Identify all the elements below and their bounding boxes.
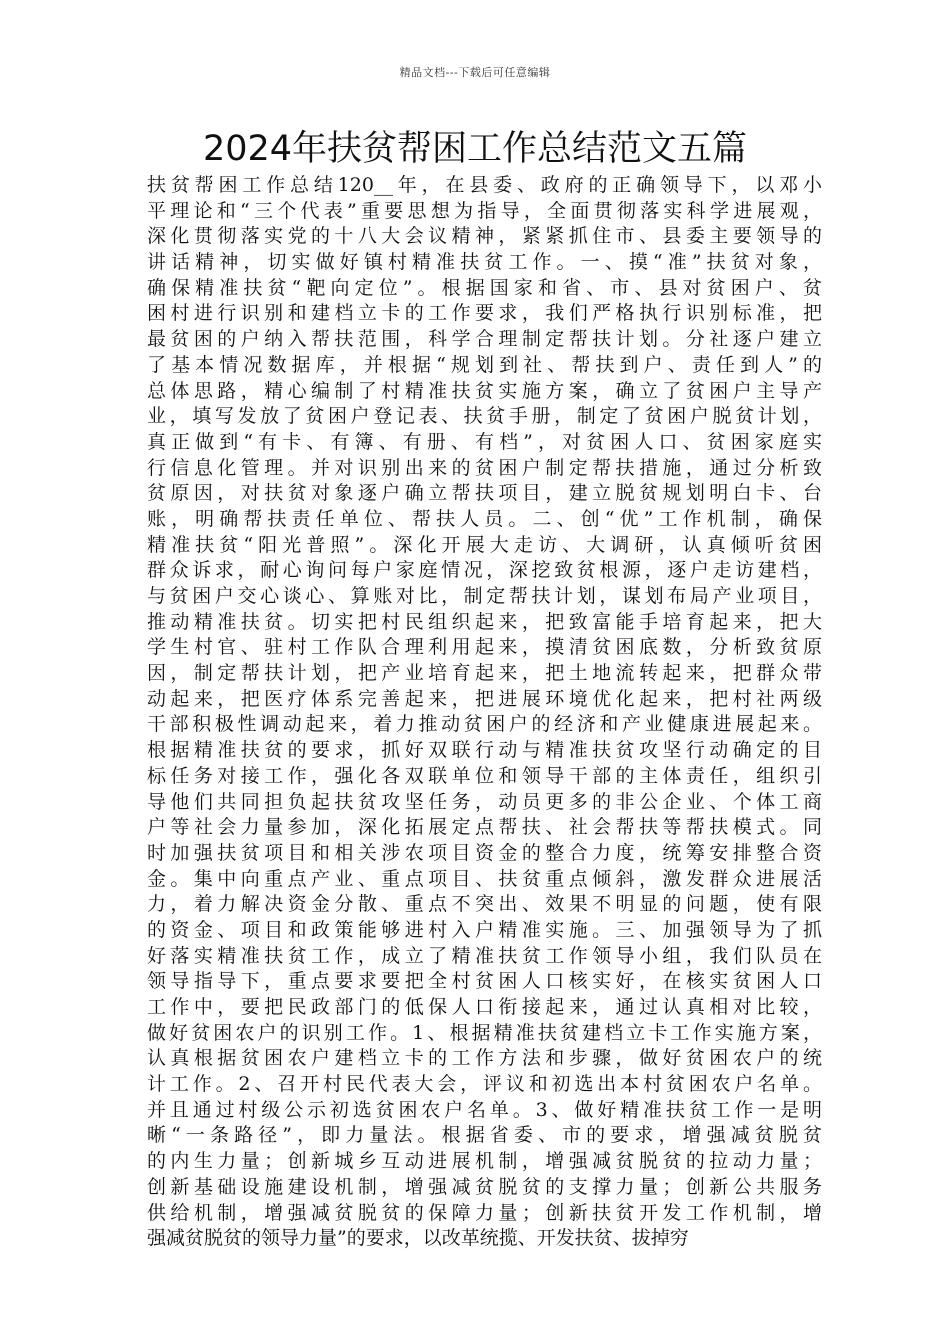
body-text-line: 业，填写发放了贫困户登记表、扶贫手册，制定了贫困户脱贫计划， [147,405,822,428]
body-text-line: 创新基础设施建设机制，增强减贫脱贫的支撑力量；创新公共服务 [147,1175,822,1198]
body-text-line: 供给机制，增强减贫脱贫的保障力量；创新扶贫开发工作机制，增 [147,1201,822,1224]
body-text-line: 学生村官、驻村工作队合理利用起来，摸清贫困底数，分析致贫原 [147,636,822,659]
body-text-line: 计工作。2、召开村民代表大会，评议和初选出本村贫困农户名单。 [147,1073,822,1096]
body-text-line: 根据精准扶贫的要求，抓好双联行动与精准扶贫攻坚行动确定的目 [147,739,822,762]
body-text-line: 并且通过村级公示初选贫困农户名单。3、做好精准扶贫工作一是明 [147,1098,822,1121]
body-text-line: 动起来，把医疗体系完善起来，把进展环境优化起来，把村社两级 [147,687,822,710]
body-text-line: 最贫困的户纳入帮扶范围，科学合理制定帮扶计划。分社逐户建立 [147,328,822,351]
body-text-line: 标任务对接工作，强化各双联单位和领导干部的主体责任，组织引 [147,764,822,787]
body-text-line: 精准扶贫“阳光普照”。深化开展大走访、大调研，认真倾听贫困 [147,533,822,556]
body-text-line: 做好贫困农户的识别工作。1、根据精准扶贫建档立卡工作实施方案， [147,1021,822,1044]
body-text-line: 行信息化管理。并对识别出来的贫困户制定帮扶措施，通过分析致 [147,456,822,479]
body-text-line: 推动精准扶贫。切实把村民组织起来，把致富能手培育起来，把大 [147,610,822,633]
body-text-line: 的资金、项目和政策能够进村入户精准实施。三、加强领导为了抓 [147,918,822,941]
document-body [147,173,822,1252]
body-text-line: 平理论和“三个代表”重要思想为指导，全面贯彻落实科学进展观， [147,199,822,222]
body-text-line: 群众诉求，耐心询问每户家庭情况，深挖致贫根源，逐户走访建档， [147,559,822,582]
body-text-line: 时加强扶贫项目和相关涉农项目资金的整合力度，统筹安排整合资 [147,841,822,864]
body-text-line: 确保精准扶贫“靶向定位”。根据国家和省、市、县对贫困户、贫 [147,276,822,299]
body-text-line: 户等社会力量参加，深化拓展定点帮扶、社会帮扶等帮扶模式。同 [147,816,822,839]
body-text-line: 深化贯彻落实党的十八大会议精神，紧紧抓住市、县委主要领导的 [147,225,822,248]
body-text-line: 扶贫帮困工作总结120__年，在县委、政府的正确领导下，以邓小 [147,174,822,196]
body-text-line: 导他们共同担负起扶贫攻坚任务，动员更多的非公企业、个体工商 [147,790,822,813]
body-text-line: 好落实精准扶贫工作，成立了精准扶贫工作领导小组，我们队员在 [147,944,822,967]
body-text-line: 金。集中向重点产业、重点项目、扶贫重点倾斜，激发群众进展活 [147,867,822,890]
body-text-line: 困村进行识别和建档立卡的工作要求，我们严格执行识别标准，把 [147,302,822,325]
body-text-line: 领导指导下，重点要求要把全村贫困人口核实好，在核实贫困人口 [147,970,822,993]
page-header-watermark: 精品文档---下载后可任意编辑 [399,66,551,79]
body-text-line: 了基本情况数据库，并根据“规划到社、帮扶到户、责任到人”的 [147,353,822,376]
body-text-line: 讲话精神，切实做好镇村精准扶贫工作。一、摸“准”扶贫对象， [147,251,822,274]
body-text-line: 晰“一条路径”，即力量法。根据省委、市的要求，增强减贫脱贫 [147,1124,822,1147]
body-text-line: 真正做到“有卡、有簿、有册、有档”，对贫困人口、贫困家庭实 [147,430,822,453]
body-text-line: 与贫困户交心谈心、算账对比，制定帮扶计划，谋划布局产业项目， [147,585,822,607]
body-text-line: 力，着力解决资金分散、重点不突出、效果不明显的问题，使有限 [147,893,822,916]
body-text-line: 的内生力量；创新城乡互动进展机制，增强减贫脱贫的拉动力量； [147,1150,822,1173]
body-text-line: 强减贫脱贫的领导力量”的要求，以改革统揽、开发扶贫、拔掉穷 [147,1227,689,1250]
body-text-line: 工作中，要把民政部门的低保人口衔接起来，通过认真相对比较， [147,996,822,1018]
body-text-line: 账，明确帮扶责任单位、帮扶人员。二、创“优”工作机制，确保 [147,507,822,530]
body-text-line: 认真根据贫困农户建档立卡的工作方法和步骤，做好贫困农户的统 [147,1047,822,1070]
body-text-line: 干部积极性调动起来，着力推动贫困户的经济和产业健康进展起来。 [147,713,822,736]
document-title: 2024年扶贫帮困工作总结范文五篇 [202,129,748,169]
body-text-line: 贫原因，对扶贫对象逐户确立帮扶项目，建立脱贫规划明白卡、台 [147,482,822,505]
body-text-line: 因，制定帮扶计划，把产业培育起来，把土地流转起来，把群众带 [147,662,822,685]
body-text-line: 总体思路，精心编制了村精准扶贫实施方案，确立了贫困户主导产 [147,379,822,402]
